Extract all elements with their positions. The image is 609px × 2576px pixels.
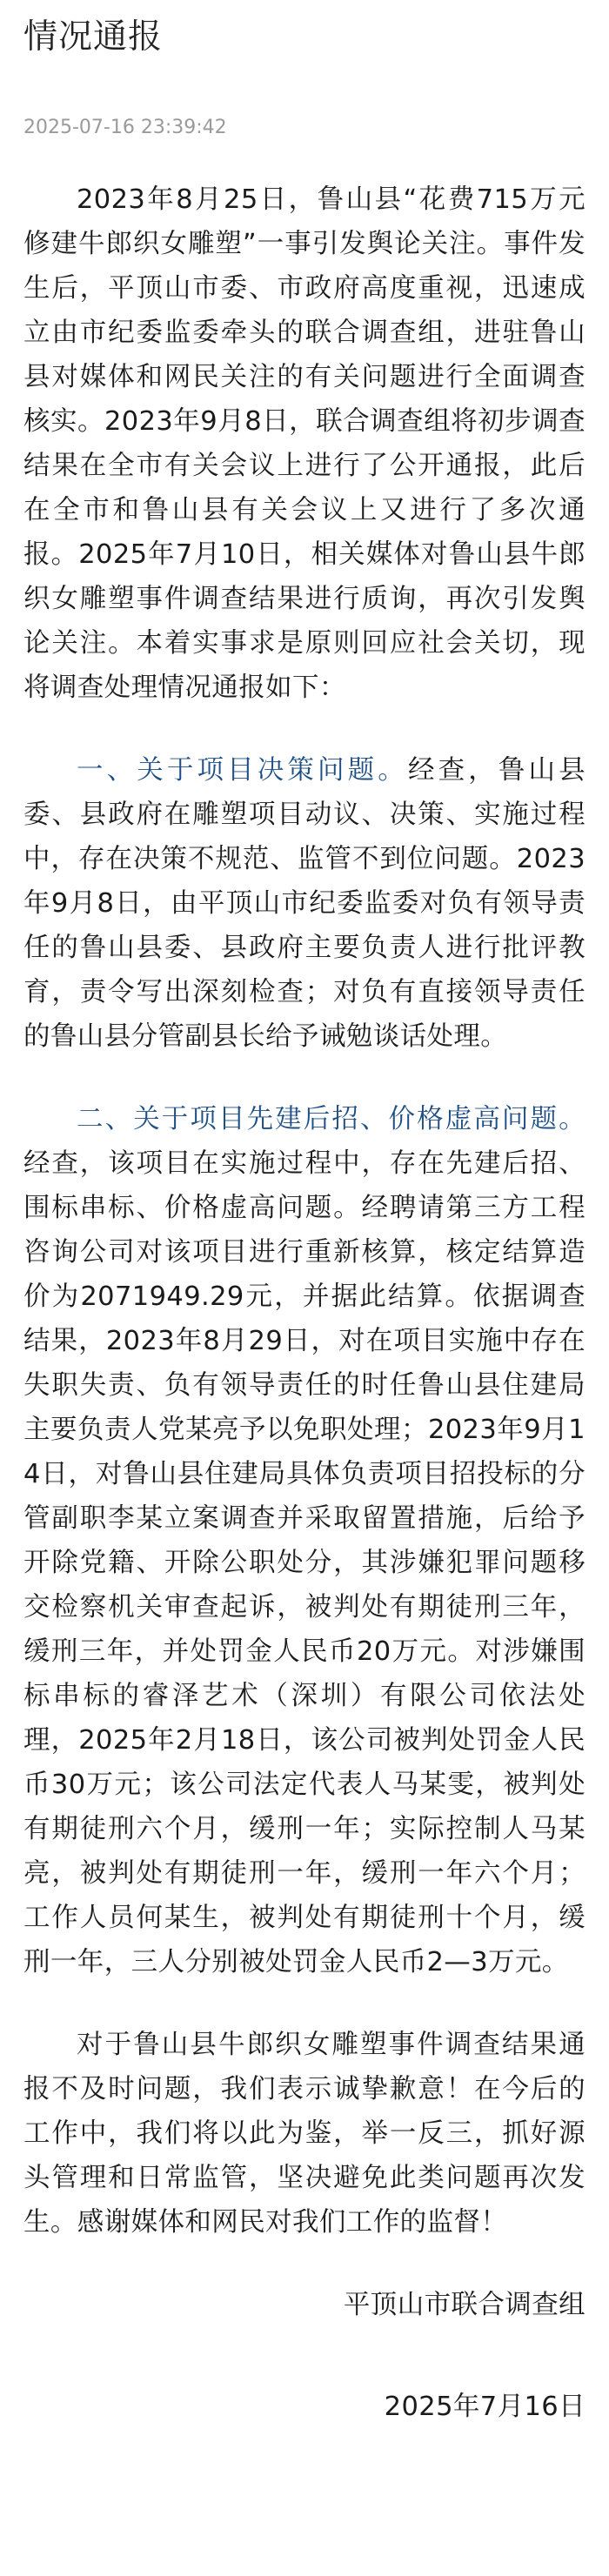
signature-org: 平顶山市联合调查组 xyxy=(343,2290,586,2320)
publish-timestamp: 2025-07-16 23:39:42 xyxy=(23,117,227,138)
page-title: 情况通报 xyxy=(23,17,164,57)
signature-date: 2025年7月16日 xyxy=(384,2392,586,2422)
section-2-heading: 二、关于项目先建后招、价格虚高问题。 xyxy=(77,1104,586,1134)
section-1-heading: 一、关于项目决策问题。 xyxy=(77,755,408,786)
section-1-text: 经查，鲁山县委、县政府在雕塑项目动议、决策、实施过程中，存在决策不规范、监管不到位问题。2023年9月8日，由平顶山市纪委监委对负有领导责任的鲁山县委、县政府主要负责人进行批评教育，责令写出深刻检查；对负有直接领导责任的鲁山县分管副县长给予诫勉谈话处理。 xyxy=(23,755,586,1052)
section-2-text: 经查，该项目在实施过程中，存在先建后招、围标串标、价格虚高问题。经聘请第三方工程咨询公司对该项目进行重新核算，核定结算造价为2071949.29元，并据此结算。依据调查结果，2023年8月29日，对在项目实施中存在失职失责、负有领导责任的时任鲁山县住建局主要负责人党某亮予以免职处理；2023年9月14日，对鲁山县住建局具体负责项目招投标的分管副职李某立案调查并采取留置措施，后给予开除党籍、开除公职处分，其涉嫌犯罪问题移交检察机关审查起诉，被判处有期徒刑三年，缓刑三年，并处罚金人民币20万元。对涉嫌围标串标的睿泽艺术（深圳）有限公司依法处理，2025年2月18日，该公司被判处罚金人民币30万元；该公司法定代表人马某雯，被判处有期徒刑六个月，缓刑一年；实际控制人马某亮，被判处有期徒刑一年，缓刑一年六个月；工作人员何某生，被判处有期徒刑十个月，缓刑一年，三人分别被处罚金人民币2—3万元。 xyxy=(23,1148,586,1977)
closing-paragraph: 对于鲁山县牛郎织女雕塑事件调查结果通报不及时问题，我们表示诚挚歉意！在今后的工作中，我们将以此为鉴，举一反三，抓好源头管理和日常监管，坚决避免此类问题再次发生。感谢媒体和网民对我们工作的监督！ xyxy=(23,2030,586,2238)
notice-body xyxy=(23,177,586,2245)
intro-paragraph: 2023年8月25日，鲁山县“花费715万元修建牛郎织女雕塑”一事引发舆论关注。事件发生后，平顶山市委、市政府高度重视，迅速成立由市纪委监委牵头的联合调查组，进驻鲁山县对媒体和网民关注的有关问题进行全面调查核实。2023年9月8日，联合调查组将初步调查结果在全市有关会议上进行了公开通报，此后在全市和鲁山县有关会议上又进行了多次通报。2025年7月10日，相关媒体对鲁山县牛郎织女雕塑事件调查结果进行质询，再次引发舆论关注。本着实事求是原则回应社会关切，现将调查处理情况通报如下： xyxy=(23,184,586,703)
section-2-paragraph xyxy=(23,1097,586,1984)
section-1-paragraph xyxy=(23,748,586,1059)
